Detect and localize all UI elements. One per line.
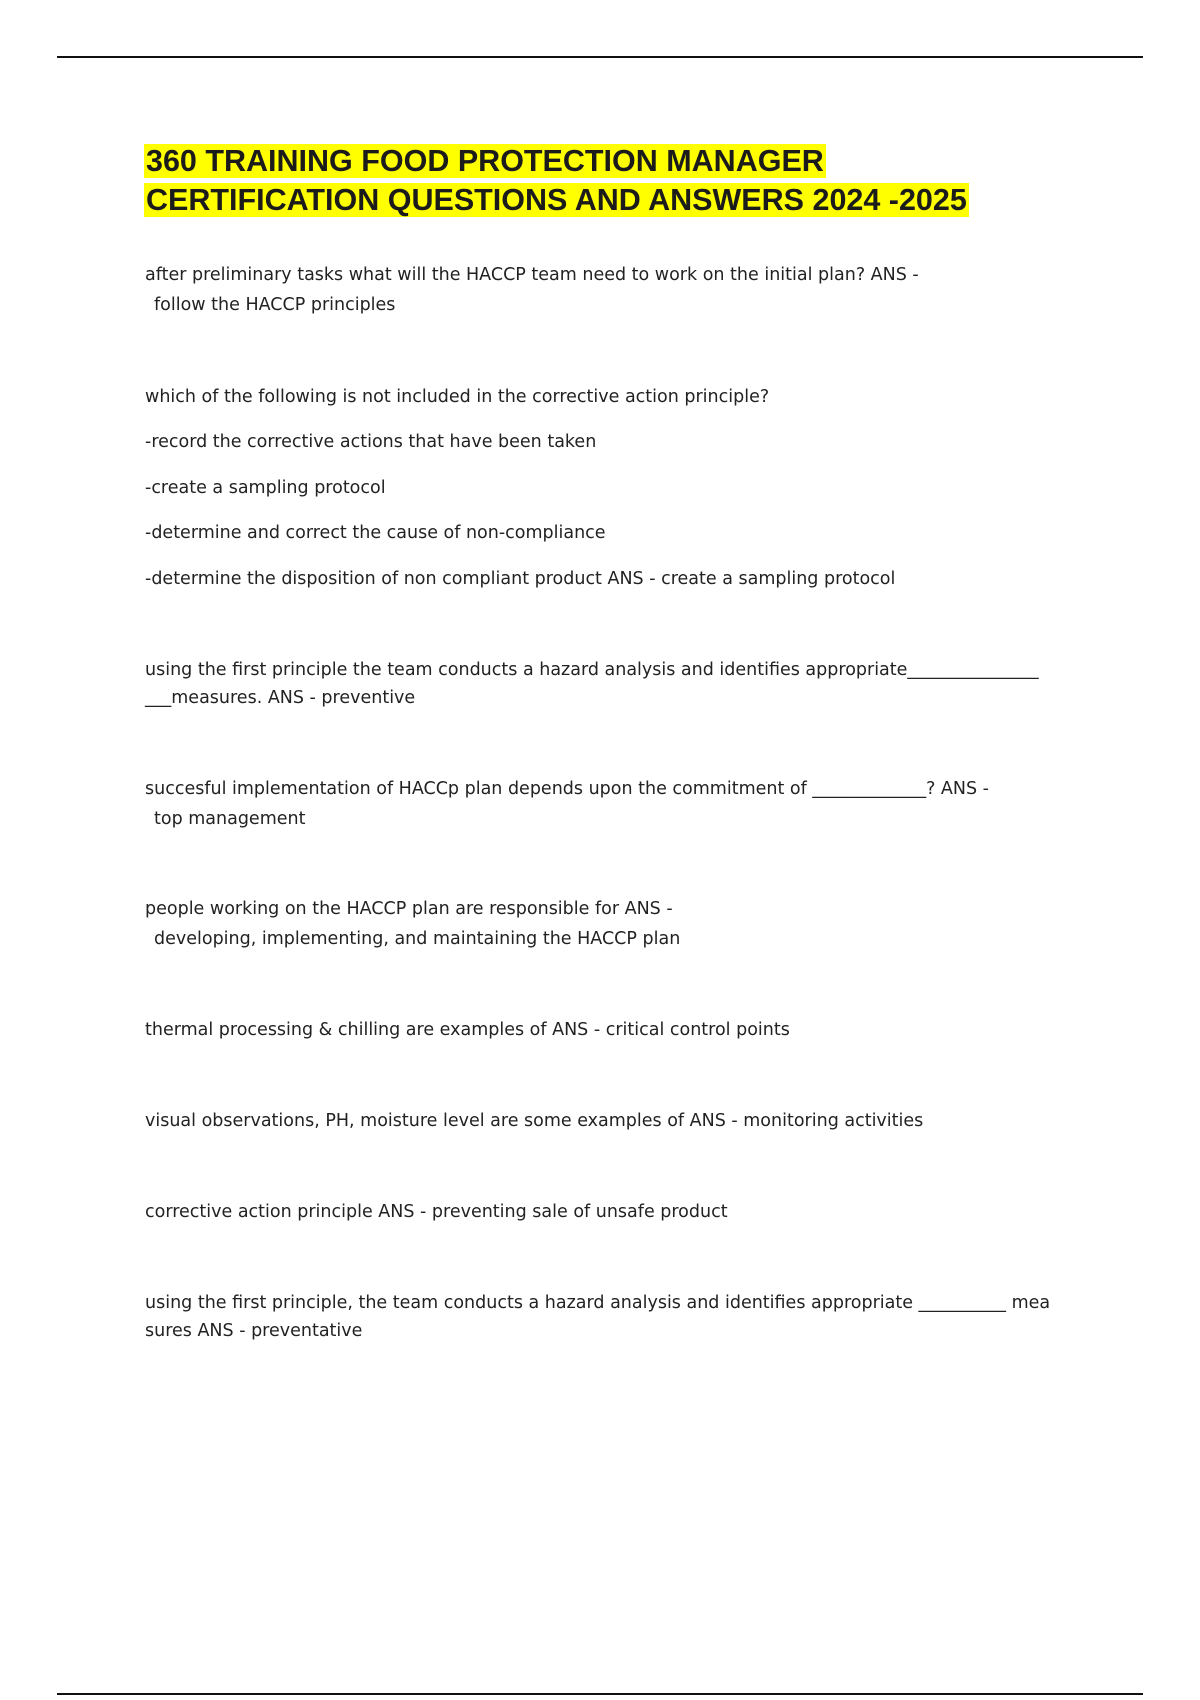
option-2d: -determine the disposition of non compliant product ANS - create a sampling protocol [145,569,896,589]
answer-1: follow the HACCP principles [154,295,396,315]
document-title [144,142,1104,220]
question-9: using the first principle, the team conducts a hazard analysis and identifies appropriate __________ mea [145,1293,1051,1313]
question-3-cont: ___measures. ANS - preventive [145,688,416,708]
bottom-rule [57,1693,1143,1695]
question-2: which of the following is not included in the corrective action principle? [145,387,770,407]
question-8: corrective action principle ANS - preventing sale of unsafe product [145,1202,728,1222]
option-2c: -determine and correct the cause of non-compliance [145,523,606,543]
option-2b: -create a sampling protocol [145,478,386,498]
answer-5: developing, implementing, and maintaining the HACCP plan [154,929,681,949]
question-4: succesful implementation of HACCp plan depends upon the commitment of _____________? ANS - [145,779,989,799]
question-5: people working on the HACCP plan are responsible for ANS - [145,899,673,919]
question-7: visual observations, PH, moisture level are some examples of ANS - monitoring activities [145,1111,924,1131]
title-line-2: CERTIFICATION QUESTIONS AND ANSWERS 2024 -2025 [146,183,967,217]
question-3: using the first principle the team conducts a hazard analysis and identifies appropriate_______________ [145,660,1039,680]
option-2a: -record the corrective actions that have been taken [145,432,597,452]
question-1: after preliminary tasks what will the HACCP team need to work on the initial plan? ANS - [145,265,919,285]
title-line-1: 360 TRAINING FOOD PROTECTION MANAGER [146,144,824,178]
top-rule [57,56,1143,58]
question-6: thermal processing & chilling are examples of ANS - critical control points [145,1020,790,1040]
answer-4: top management [154,809,306,829]
question-9-cont: sures ANS - preventative [145,1321,363,1341]
